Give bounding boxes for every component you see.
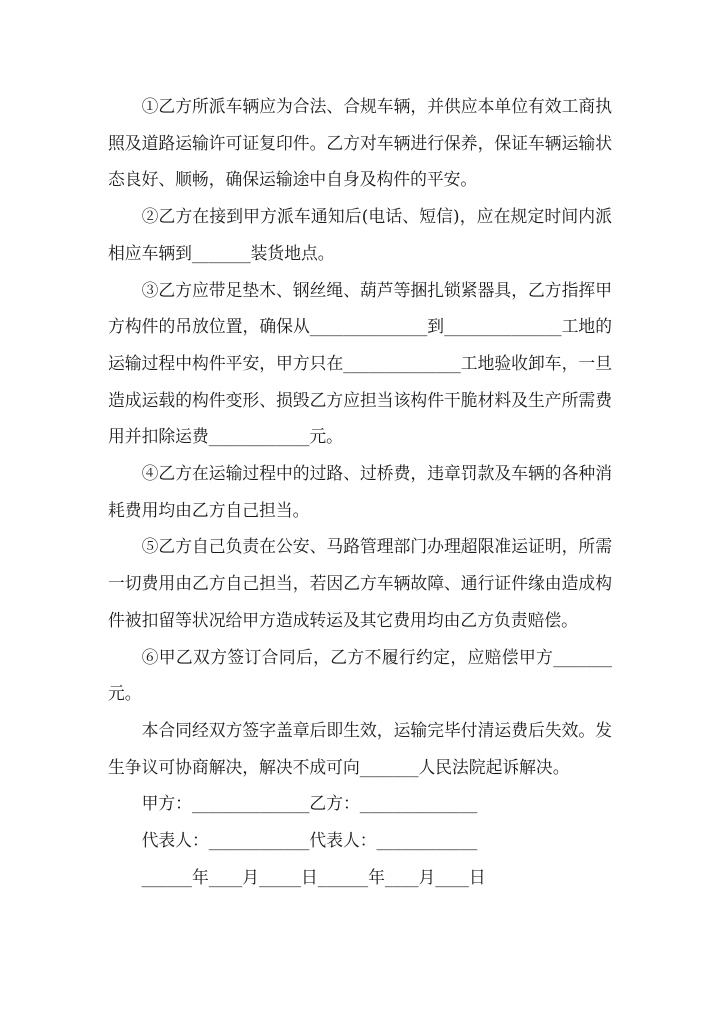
clause-4: ④乙方在运输过程中的过路、过桥费，违章罚款及车辆的各种消耗费用均由乙方自己担当。: [108, 463, 612, 520]
closing-paragraph: 本合同经双方签字盖章后即生效，运输完毕付清运费后失效。发生争议可协商解决，解决不成可向_______人民法院起诉解决。: [108, 719, 612, 777]
clause-2: ②乙方在接到甲方派车通知后(电话、短信)，应在规定时间内派相应车辆到_______装货地点。: [108, 206, 612, 263]
clause-3: ③乙方应带足垫木、钢丝绳、葫芦等捆扎锁紧器具，乙方指挥甲方构件的吊放位置，确保从______________到______________工地的运输过程中构件平安，甲方只在______________工地验收卸车，一旦造成运载的构件变形、损毁乙方应担当该构件干脆材料及生产所需费用并扣除运费____________元。: [108, 279, 612, 447]
clause-5: ⑤乙方自己负责在公安、马路管理部门办理超限准运证明，所需一切费用由乙方自己担当，若因乙方车辆故障、通行证件缘由造成构件被扣留等状况给甲方造成转运及其它费用均由乙方负责赔偿。: [108, 536, 612, 630]
date-line: ______年____月_____日______年____月____日: [141, 866, 486, 887]
party-signature-line: 甲方：______________乙方：______________: [141, 793, 478, 814]
contract-body: [108, 88, 612, 895]
clause-6: ⑥甲乙双方签订合同后，乙方不履行约定，应赔偿甲方_______元。: [108, 646, 612, 704]
clause-1: ①乙方所派车辆应为合法、合规车辆，并供应本单位有效工商执照及道路运输许可证复印件。乙方对车辆进行保养，保证车辆运输状态良好、顺畅，确保运输途中自身及构件的平安。: [108, 96, 612, 190]
representative-signature-line: 代表人：____________代表人：____________: [141, 830, 478, 851]
